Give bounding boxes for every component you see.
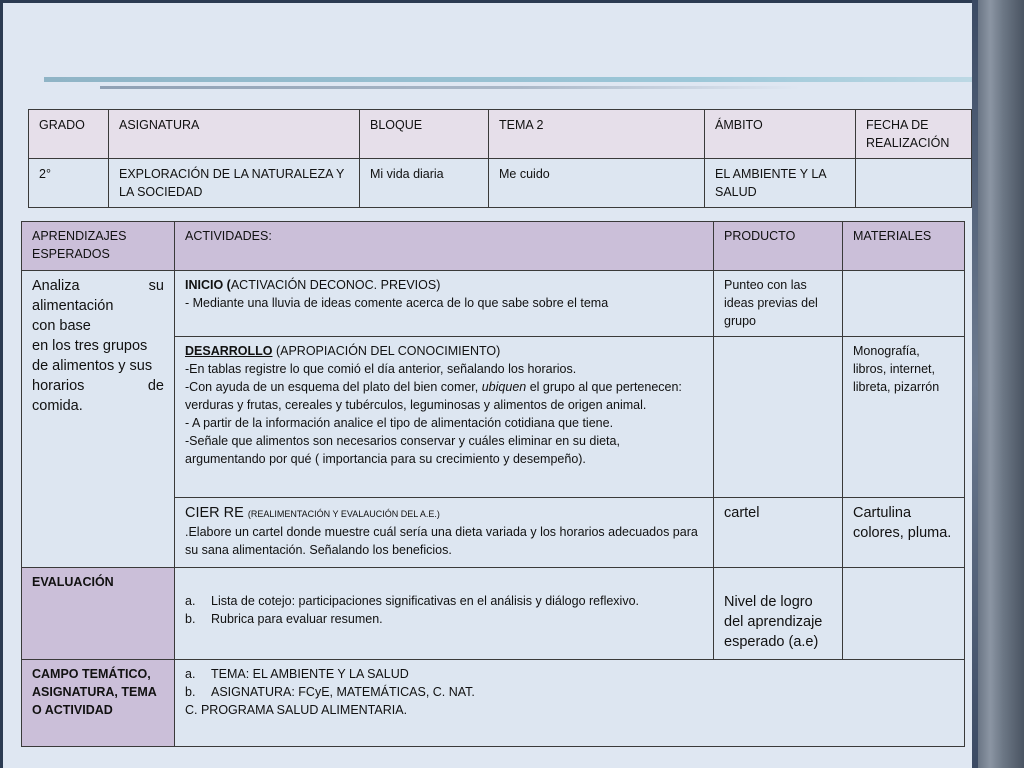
list-item: a. Lista de cotejo: participaciones significativas en el análisis y diálogo reflexivo. <box>185 594 640 608</box>
activity-cierre: CIER RE (REALIMENTACIÓN Y EVALAUCIÓN DEL A.E.) .Elabore un cartel donde muestre cuál sería una dieta variada y los horarios adecuados para su sana alimentación. Señalando los beneficios. <box>175 498 714 568</box>
evaluacion-label: EVALUACIÓN <box>22 568 175 660</box>
header-table <box>28 109 972 208</box>
campo-programa: C. PROGRAMA SALUD ALIMENTARIA. <box>185 703 408 717</box>
activity-inicio: INICIO (ACTIVACIÓN DECONOC. PREVIOS) - Mediante una lluvia de ideas comente acerca de lo que sabe sobre el tema <box>175 271 714 337</box>
campo-tematico-label: CAMPO TEMÁTICO, ASIGNATURA, TEMA O ACTIVIDAD <box>22 660 175 747</box>
list-item: b. ASIGNATURA: FCyE, MATEMÁTICAS, C. NAT. <box>185 685 475 699</box>
campo-tematico-cell <box>175 660 965 747</box>
decorative-line-secondary <box>100 86 800 89</box>
evaluacion-list-cell <box>175 568 714 660</box>
materiales-desarrollo: Monografía, libros, internet, libreta, pizarrón <box>843 337 965 498</box>
header-asignatura: ASIGNATURA <box>109 110 360 159</box>
activity-desarrollo: DESARROLLO (APROPIACIÓN DEL CONOCIMIENTO) -En tablas registre lo que comió el día anterior, señalando los horarios. -Con ayuda de un esquema del plato del bien comer, ubiquen el grupo al que pertenecen: verduras y frutas, cereales y tubérculos, leguminosas y alimentos de origen animal. - A partir de la información analice el tipo de alimentación cotidiana que tiene. -Señale que alimentos son necesarios conservar y cuáles eliminar en su dieta, argumentando por qué ( importancia para su crecimiento y desempeño). <box>175 337 714 498</box>
value-bloque: Mi vida diaria <box>360 159 489 208</box>
header-grado: GRADO <box>29 110 109 159</box>
decorative-line <box>44 77 972 82</box>
list-item: b. Rubrica para evaluar resumen. <box>185 612 383 626</box>
producto-cierre: cartel <box>714 498 843 568</box>
campo-tematico-list <box>185 665 954 701</box>
producto-inicio: Punteo con las ideas previas del grupo <box>714 271 843 337</box>
materiales-evaluacion <box>843 568 965 660</box>
producto-evaluacion: Nivel de logro del aprendizaje esperado (a.e) <box>714 568 843 660</box>
value-fecha <box>856 159 972 208</box>
materiales-cierre: Cartulina colores, pluma. <box>843 498 965 568</box>
header-fecha: FECHA DE REALIZACIÓN <box>856 110 972 159</box>
slide-side-bar <box>972 0 1024 768</box>
header-actividades: ACTIVIDADES: <box>175 222 714 271</box>
value-asignatura: EXPLORACIÓN DE LA NATURALEZA Y LA SOCIEDAD <box>109 159 360 208</box>
value-grado: 2° <box>29 159 109 208</box>
header-bloque: BLOQUE <box>360 110 489 159</box>
value-ambito: EL AMBIENTE Y LA SALUD <box>705 159 856 208</box>
header-tema: TEMA 2 <box>489 110 705 159</box>
evaluacion-list <box>185 592 703 628</box>
list-item: a. TEMA: EL AMBIENTE Y LA SALUD <box>185 667 409 681</box>
producto-desarrollo <box>714 337 843 498</box>
header-materiales: MATERIALES <box>843 222 965 271</box>
header-aprendizajes: APRENDIZAJES ESPERADOS <box>22 222 175 271</box>
aprendizajes-esperados-cell: Analiza su alimentación con base en los tres grupos de alimentos y sus horarios de comida. <box>22 271 175 568</box>
header-producto: PRODUCTO <box>714 222 843 271</box>
materiales-inicio <box>843 271 965 337</box>
header-ambito: ÁMBITO <box>705 110 856 159</box>
value-tema: Me cuido <box>489 159 705 208</box>
lesson-plan-table <box>21 221 965 747</box>
